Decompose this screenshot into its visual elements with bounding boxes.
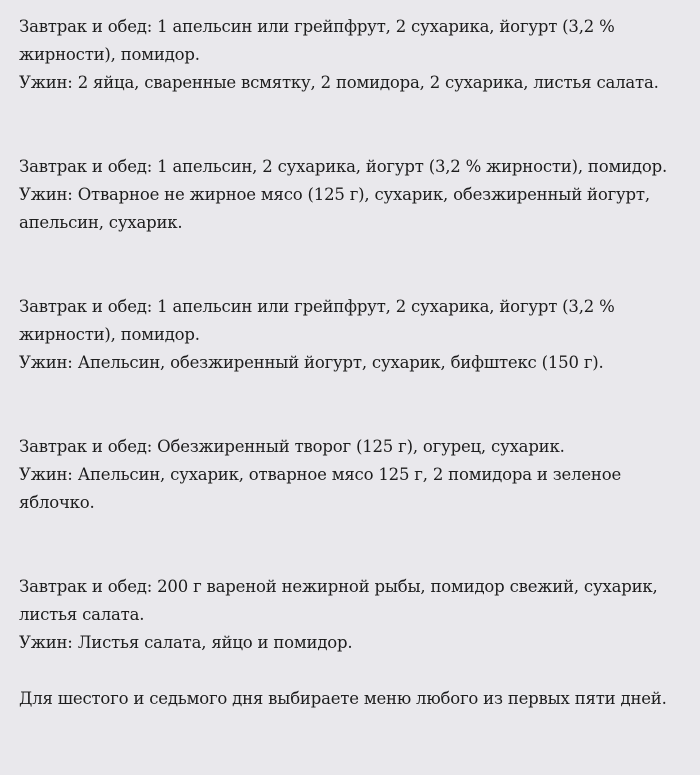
dinner: Ужин: 2 яйца, сваренные всмятку, 2 помидора, 2 сухарика, листья салата. [19,73,659,92]
breakfast-lunch: Завтрак и обед: 1 апельсин или грейпфрут, 2 сухарика, йогурт (3,2 % жирности), помидор. [19,17,615,64]
spacer [19,97,689,153]
dinner: Ужин: Отварное не жирное мясо (125 г), сухарик, обезжиренный йогурт, апельсин, сухарик. [19,185,650,232]
breakfast-lunch: Завтрак и обед: 1 апельсин или грейпфрут, 2 сухарика, йогурт (3,2 % жирности), помидор. [19,297,615,344]
spacer [19,517,689,573]
day-3 [19,293,689,377]
spacer [19,237,689,293]
dinner: Ужин: Листья салата, яйцо и помидор. [19,633,353,652]
day-1 [19,13,689,97]
breakfast-lunch: Завтрак и обед: Обезжиренный творог (125 г), огурец, сухарик. [19,437,565,456]
diet-menu [19,13,689,713]
dinner: Ужин: Апельсин, сухарик, отварное мясо 125 г, 2 помидора и зеленое яблочко. [19,465,622,512]
breakfast-lunch: Завтрак и обед: 200 г вареной нежирной рыбы, помидор свежий, сухарик, листья салата. [19,577,658,624]
spacer [19,657,689,685]
day-5 [19,573,689,657]
day-2 [19,153,689,237]
closing-note: Для шестого и седьмого дня выбираете меню любого из первых пяти дней. [19,689,667,708]
spacer [19,377,689,433]
dinner: Ужин: Апельсин, обезжиренный йогурт, сухарик, бифштекс (150 г). [19,353,604,372]
breakfast-lunch: Завтрак и обед: 1 апельсин, 2 сухарика, йогурт (3,2 % жирности), помидор. [19,157,667,176]
day-4 [19,433,689,517]
